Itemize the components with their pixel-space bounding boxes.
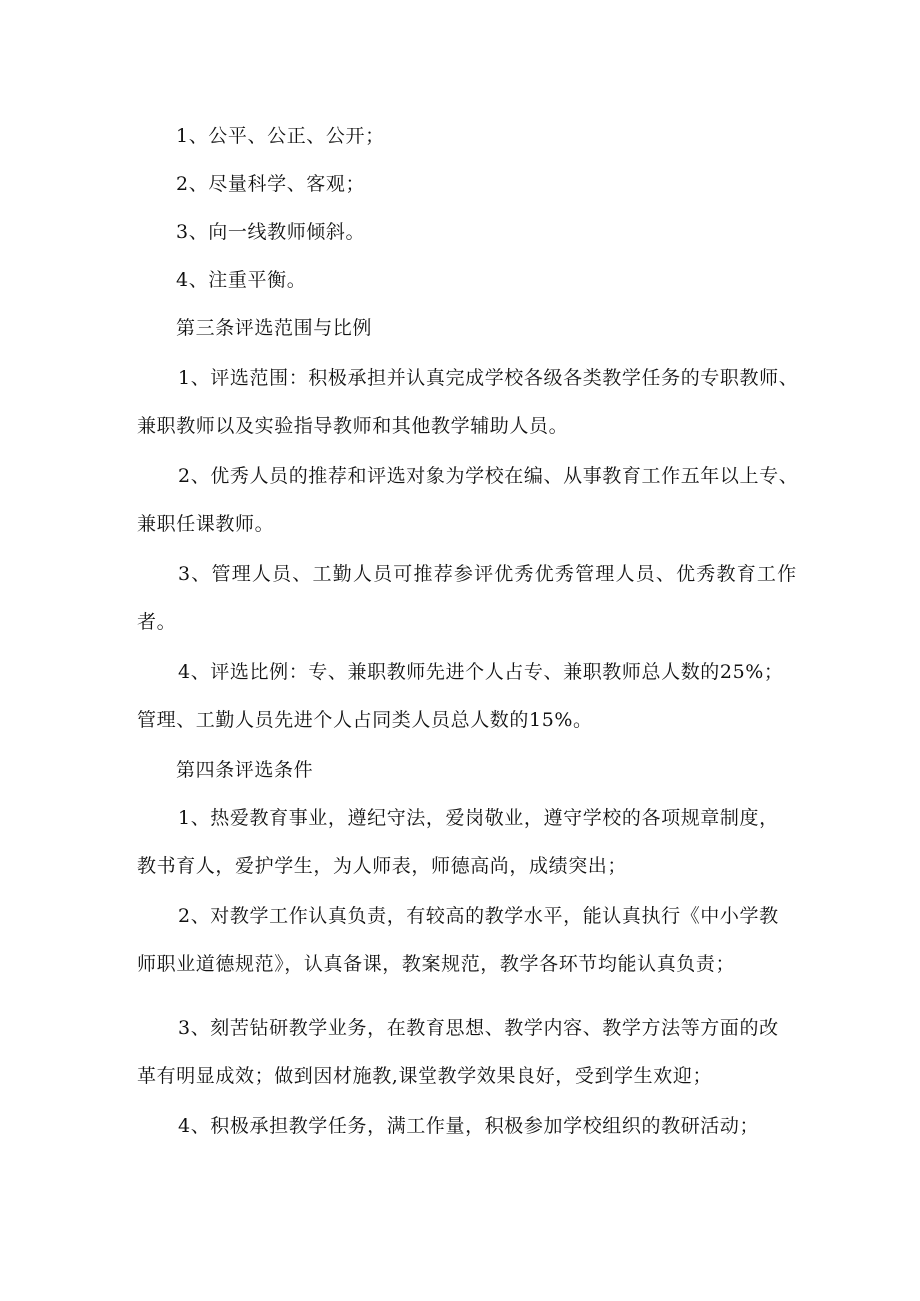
- scope-item-1-line-2: 兼职教师以及实验指导教师和其他教学辅助人员。: [137, 415, 569, 437]
- principle-4: 4、注重平衡。: [176, 269, 307, 291]
- scope-item-2-line-2: 兼职任课教师。: [137, 513, 275, 535]
- scope-item-4-line-1: 4、评选比例：专、兼职教师先进个人占专、兼职教师总人数的25%；: [178, 661, 784, 683]
- principle-3: 3、向一线教师倾斜。: [176, 221, 366, 243]
- condition-item-2-line-2: 师职业道德规范》，认真备课，教案规范，教学各环节均能认真负责；: [137, 953, 736, 975]
- condition-item-1-line-2: 教书育人，爱护学生，为人师表，师德高尚，成绩突出；: [137, 855, 628, 877]
- scope-item-4-line-2: 管理、工勤人员先进个人占同类人员总人数的15%。: [137, 709, 593, 731]
- scope-item-1-line-1: 1、评选范围：积极承担并认真完成学校各级各类教学任务的专职教师、: [178, 367, 799, 389]
- principle-1: 1、公平、公正、公开；: [176, 125, 385, 147]
- scope-item-3-line-1: 3、管理人员、工勤人员可推荐参评优秀优秀管理人员、优秀教育工作: [178, 563, 798, 585]
- scope-item-3-line-2: 者。: [137, 611, 177, 633]
- condition-item-1-line-1: 1、热爱教育事业，遵纪守法，爱岗敬业，遵守学校的各项规章制度，: [178, 807, 779, 829]
- condition-item-2-line-1: 2、对教学工作认真负责，有较高的教学水平，能认真执行《中小学教: [178, 905, 779, 927]
- condition-item-3-line-1: 3、刻苦钻研教学业务，在教育思想、教学内容、教学方法等方面的改: [178, 1017, 779, 1039]
- section-heading-article-3: 第三条评选范围与比例: [176, 317, 373, 339]
- scope-item-2-line-1: 2、优秀人员的推荐和评选对象为学校在编、从事教育工作五年以上专、: [178, 465, 799, 487]
- condition-item-3-line-2: 革有明显成效；做到因材施教,课堂教学效果良好，受到学生欢迎；: [137, 1065, 713, 1087]
- principle-2: 2、尽量科学、客观；: [176, 173, 366, 195]
- section-heading-article-4: 第四条评选条件: [176, 759, 314, 781]
- condition-item-4-line-1: 4、积极承担教学任务，满工作量，积极参加学校组织的教研活动；: [178, 1115, 760, 1137]
